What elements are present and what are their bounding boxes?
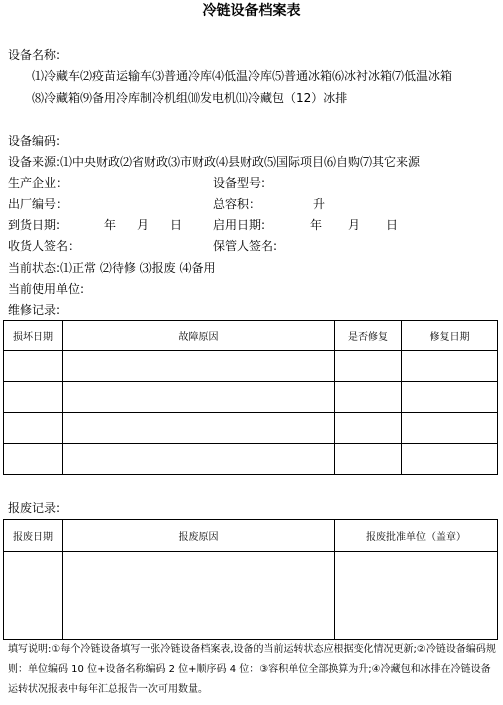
- table-cell[interactable]: [402, 413, 498, 444]
- start-year-label: 年: [310, 218, 323, 232]
- table-cell[interactable]: [402, 444, 498, 475]
- arrival-day-label: 日: [170, 218, 183, 232]
- table-cell[interactable]: [402, 382, 498, 413]
- start-date-label: 启用日期:: [213, 218, 266, 232]
- table-cell[interactable]: [4, 552, 63, 640]
- equipment-name-options-line1: ⑴冷藏车⑵疫苗运输车⑶普通冷库⑷低温冷库⑸普通冰箱⑹冰衬冰箱⑺低温冰箱: [32, 69, 453, 83]
- table-cell[interactable]: [335, 552, 498, 640]
- keeper-signature-label: 保管人签名:: [213, 239, 278, 253]
- current-status-line: 当前状态:⑴正常 ⑵待修 ⑶报废 ⑷备用: [8, 261, 216, 275]
- table-cell[interactable]: [4, 382, 63, 413]
- table-cell[interactable]: [63, 413, 335, 444]
- serial-number-label: 出厂编号：: [8, 197, 69, 211]
- start-month-label: 月: [348, 218, 361, 232]
- repair-record-table: [3, 320, 498, 475]
- total-volume-label: 总容积：: [213, 197, 262, 211]
- table-row: [4, 552, 498, 640]
- arrival-year-label: 年: [104, 218, 117, 232]
- table-cell[interactable]: [4, 351, 63, 382]
- scrap-table-header-row: [4, 520, 498, 552]
- equipment-name-label: 设备名称:: [8, 48, 61, 62]
- table-cell[interactable]: [335, 444, 402, 475]
- table-cell[interactable]: [63, 382, 335, 413]
- repair-header-damage-date: 损坏日期: [4, 321, 63, 351]
- scrap-header-approving-unit: 报废批准单位（盖章）: [335, 520, 498, 552]
- current-unit-label: 当前使用单位:: [8, 282, 85, 296]
- equipment-code-label: 设备编码:: [8, 134, 61, 148]
- table-row: [4, 351, 498, 382]
- repair-record-label: 维修记录:: [8, 303, 61, 317]
- repair-header-repair-date: 修复日期: [402, 321, 498, 351]
- model-label: 设备型号:: [213, 176, 266, 190]
- volume-unit: 升: [313, 197, 326, 211]
- scrap-header-scrap-reason: 报废原因: [63, 520, 335, 552]
- repair-header-fault-reason: 故障原因: [63, 321, 335, 351]
- table-cell[interactable]: [4, 413, 63, 444]
- start-day-label: 日: [386, 218, 399, 232]
- equipment-name-options-line2: ⑻冷藏箱⑼备用冷库制冷机组⑽发电机⑾冷藏包（12）冰排: [32, 91, 348, 105]
- repair-header-repaired: 是否修复: [335, 321, 402, 351]
- table-cell[interactable]: [335, 382, 402, 413]
- table-cell[interactable]: [63, 552, 335, 640]
- table-cell[interactable]: [402, 351, 498, 382]
- manufacturer-label: 生产企业：: [8, 176, 69, 190]
- table-cell[interactable]: [63, 351, 335, 382]
- scrap-record-table: [3, 519, 498, 640]
- scrap-header-scrap-date: 报废日期: [4, 520, 63, 552]
- filling-instructions: 填写说明:①每个冷链设备填写一张冷链设备档案表,设备的当前运转状态应根据变化情况更新;②冷链设备编码规则：单位编码 10 位+设备名称编码 2 位+顺序码 4 位：③容积单位全部换算为升;④冷藏包和冰排在冷链设备运转状况报表中每年汇总报告一次可用数量。: [8, 644, 496, 695]
- document-title: 冷链设备档案表: [202, 3, 301, 19]
- table-cell[interactable]: [335, 351, 402, 382]
- table-row: [4, 382, 498, 413]
- equipment-source-line: 设备来源:⑴中央财政⑵省财政⑶市财政⑷县财政⑸国际项目⑹自购⑺其它来源: [8, 155, 421, 169]
- table-row: [4, 444, 498, 475]
- table-row: [4, 413, 498, 444]
- arrival-month-label: 月: [137, 218, 150, 232]
- arrival-date-label: 到货日期:: [8, 218, 61, 232]
- table-cell[interactable]: [335, 413, 402, 444]
- receiver-signature-label: 收货人签名：: [8, 239, 81, 253]
- table-cell[interactable]: [63, 444, 335, 475]
- table-cell[interactable]: [4, 444, 63, 475]
- repair-table-header-row: [4, 321, 498, 351]
- scrap-record-label: 报废记录:: [8, 501, 61, 515]
